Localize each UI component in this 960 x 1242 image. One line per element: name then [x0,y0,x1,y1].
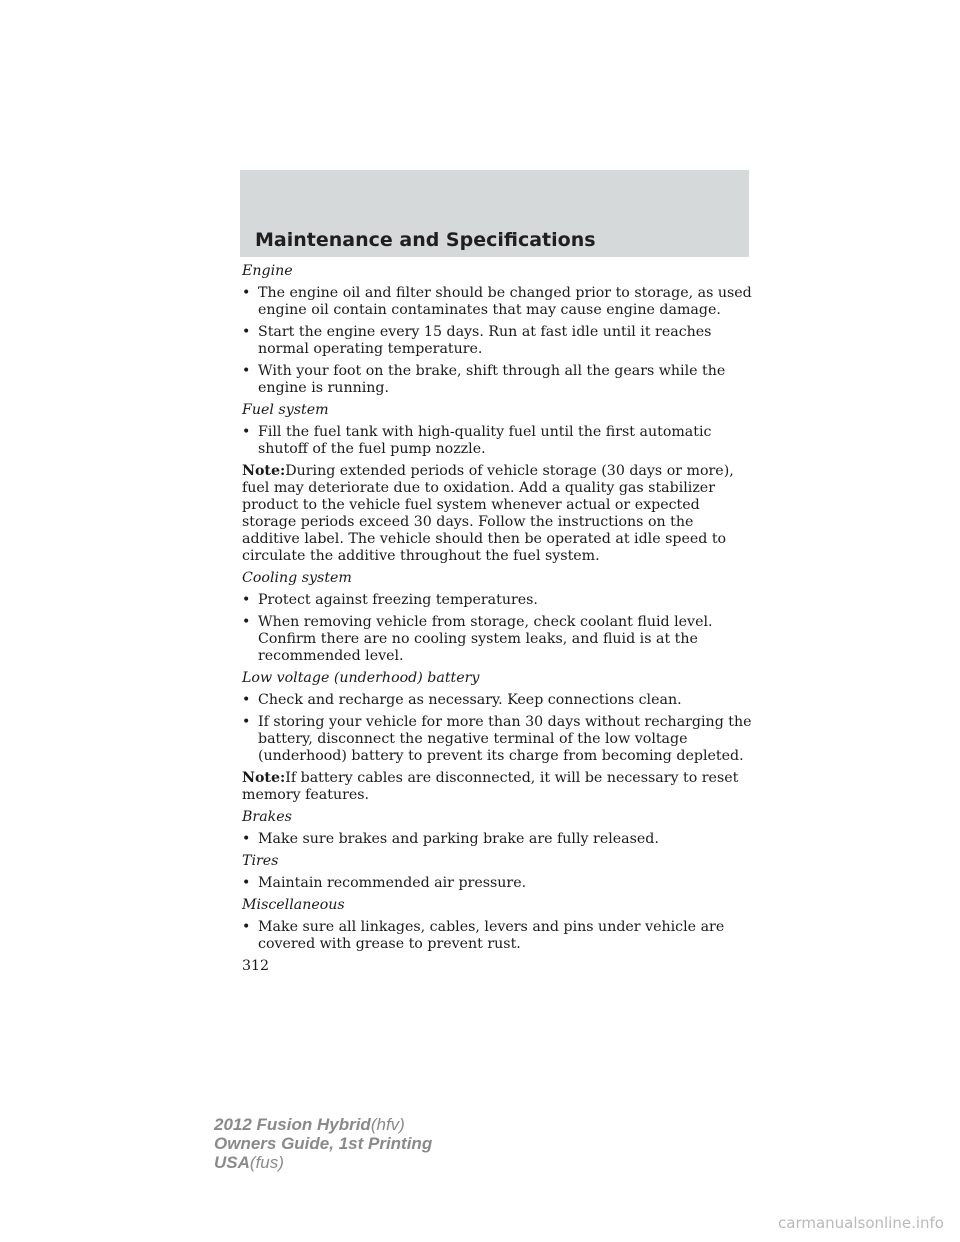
note-label: Note: [242,463,286,479]
bullet-icon: • [242,285,251,301]
list-item: • Fill the fuel tank with high-quality fuel until the first automatic shutoff of the fuel pump nozzle. [242,424,712,457]
list-item: • With your foot on the brake, shift through all the gears while the engine is running. [242,363,726,396]
document-footer [214,1115,432,1172]
bullet-icon: • [242,714,251,730]
bullet-icon: • [242,424,251,440]
heading-cooling-system: Cooling system [242,570,352,586]
heading-tires: Tires [242,853,279,869]
note-text: During extended periods of vehicle storage (30 days or more), fuel may deteriorate due to oxidation. Add a quality gas stabilizer product to the vehicle fuel system whenever actual or expected storage periods exceed 30 days. Follow the instructions on the additive label. The vehicle should then be operated at idle speed to circulate the additive throughout the fuel system. [242,463,734,564]
bullet-icon: • [242,919,251,935]
bullet-icon: • [242,831,251,847]
note-label: Note: [242,770,286,786]
section-header-band [240,170,749,257]
page-content [242,263,752,975]
bullet-icon: • [242,692,251,708]
note-battery [242,770,752,804]
note-fuel [242,463,752,565]
page-number: 312 [242,958,270,974]
list-item: • When removing vehicle from storage, check coolant fluid level. Confirm there are no cooling system leaks, and fluid is at the recommended level. [242,614,713,664]
bullet-icon: • [242,875,251,891]
bullet-icon: • [242,324,251,340]
list-item: • If storing your vehicle for more than 30 days without recharging the battery, disconnect the negative terminal of the low voltage (underhood) battery to prevent its charge from becoming depleted. [242,714,752,764]
list-item: • Check and recharge as necessary. Keep connections clean. [242,692,682,708]
list-item: • Make sure all linkages, cables, levers and pins under vehicle are covered with grease to prevent rust. [242,919,725,952]
heading-battery: Low voltage (underhood) battery [242,670,480,686]
watermark: carmanualsonline.info [778,1214,944,1232]
bullet-icon: • [242,614,251,630]
heading-brakes: Brakes [242,809,292,825]
section-title: Maintenance and Specifications [255,229,596,251]
bullet-icon: • [242,363,251,379]
heading-fuel-system: Fuel system [242,402,329,418]
note-text: If battery cables are disconnected, it will be necessary to reset memory features. [242,770,739,803]
list-item: • The engine oil and filter should be changed prior to storage, as used engine oil contain contaminates that may cause engine damage. [242,285,752,318]
heading-engine: Engine [242,263,293,279]
bullet-icon: • [242,592,251,608]
list-item: • Start the engine every 15 days. Run at fast idle until it reaches normal operating temperature. [242,324,712,357]
footer-line-model: 2012 Fusion Hybrid(hfv) [214,1115,405,1134]
footer-line-market: USA(fus) [214,1153,284,1172]
list-item: • Maintain recommended air pressure. [242,875,527,891]
list-item: • Protect against freezing temperatures. [242,592,538,608]
footer-line-printing: Owners Guide, 1st Printing [214,1134,433,1153]
heading-miscellaneous: Miscellaneous [242,897,345,913]
list-item: • Make sure brakes and parking brake are fully released. [242,831,659,847]
